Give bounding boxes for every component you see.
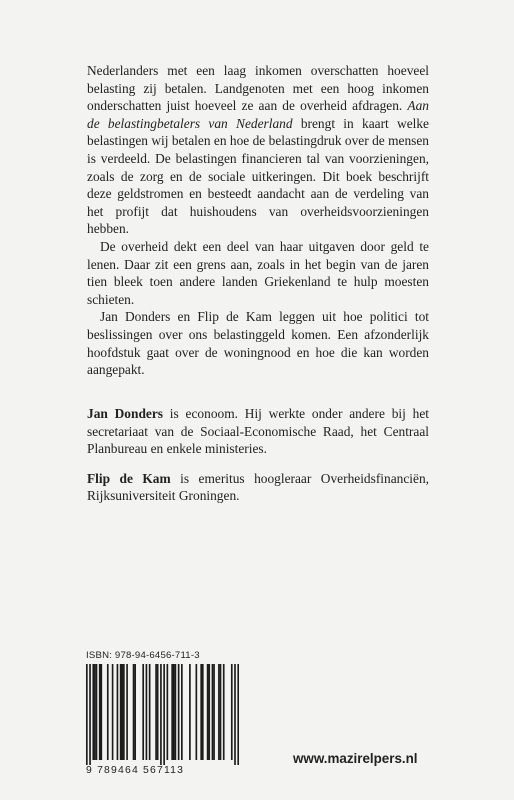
- author-name: Jan Donders: [87, 406, 163, 421]
- barcode-bar: [223, 664, 225, 760]
- barcode-bar: [121, 664, 123, 760]
- barcode-bar: [160, 664, 162, 765]
- barcode-bar: [213, 664, 215, 760]
- barcode-bar: [207, 664, 209, 760]
- author-name: Flip de Kam: [87, 470, 171, 486]
- barcode-bar: [218, 664, 220, 760]
- barcode-bar: [117, 664, 119, 760]
- author-bios: [87, 405, 429, 517]
- barcode-bar: [220, 664, 222, 760]
- barcode-bar: [134, 664, 136, 760]
- isbn-label: ISBN: 978-94-6456-711-3: [86, 650, 200, 661]
- barcode-bar: [142, 664, 144, 760]
- book-title: Aan de belastingbetalers van Nederland: [87, 98, 429, 131]
- barcode-bar: [212, 664, 214, 760]
- barcode-bar: [208, 664, 210, 760]
- barcode-bar: [120, 664, 122, 760]
- barcode-bar: [189, 664, 191, 760]
- barcode-bar: [94, 664, 96, 760]
- blurb-paragraph-1: [87, 62, 429, 238]
- barcode-bar: [200, 664, 202, 760]
- barcode: [86, 664, 239, 765]
- blurb-continuation: brengt in kaart welke belastingen wij betalen en hoe de belastingdruk over de mensen is verdeeld. De belastingen financieren tal van voorzieningen, zoals de zorg en de sociale uitkeringen. Dit boek beschrijft deze geldstromen en besteedt aandacht aan de verdeling van het profijt dat huishoudens van overheidsvoorzieningen hebben.: [87, 115, 429, 237]
- author-bio: [87, 470, 429, 505]
- barcode-bar: [171, 664, 173, 760]
- blurb-paragraph-3: Jan Donders en Flip de Kam leggen uit hoe politici tot beslissingen over ons belastinggeld komen. Een afzonderlijk hoofdstuk gaat over de woningnood en hoe die kan worden aangepakt.: [87, 309, 429, 378]
- barcode-bar: [89, 664, 91, 765]
- barcode-bar: [234, 664, 236, 765]
- barcode-bar: [112, 664, 114, 760]
- blurb-intro: Nederlanders met een laag inkomen overschatten hoeveel belasting zij betalen. Landgenoten met een hoog inkomen onderschatten juist hoeveel ze aan de overheid afdragen.: [87, 63, 429, 114]
- publisher-url: www.mazirelpers.nl: [293, 751, 418, 766]
- barcode-bar: [133, 664, 135, 760]
- barcode-bar: [92, 664, 94, 760]
- barcode-bar: [167, 664, 169, 760]
- barcode-bar: [86, 664, 88, 765]
- blurb-paragraph-2: De overheid dekt een deel van haar uitgaven door geld te lenen. Daar zit een grens aan, zoals in het begin van de jaren tien bleek toen andere landen Griekenland te hulp moesten schieten.: [87, 238, 429, 307]
- barcode-bar: [99, 664, 101, 760]
- blurb: [87, 62, 429, 379]
- author-bio: [87, 405, 429, 458]
- barcode-bar: [178, 664, 180, 760]
- barcode-bar: [202, 664, 204, 760]
- barcode-bar: [107, 664, 109, 760]
- barcode-bar: [181, 664, 183, 760]
- author-bio-text: is econoom. Hij werkte onder andere bij het secretariaat van de Sociaal-Economische Raad, het Centraal Planbureau en enkele ministeries.: [87, 406, 429, 457]
- barcode-bar: [237, 664, 239, 765]
- barcode-bar: [175, 664, 177, 760]
- barcode-bar: [123, 664, 125, 760]
- barcode-bar: [173, 664, 175, 760]
- barcode-bar: [157, 664, 159, 760]
- barcode-bar: [146, 664, 148, 760]
- barcode-bar: [100, 664, 102, 760]
- barcode-bar: [126, 664, 128, 760]
- barcode-bar: [231, 664, 233, 760]
- barcode-bar: [96, 664, 98, 760]
- barcode-digits: 9 789464 567113: [86, 765, 185, 776]
- barcode-bar: [155, 664, 157, 760]
- barcode-bar: [163, 664, 165, 765]
- author-bio-text: is emeritus hoogleraar Overheidsfinanciën, Rijksuniversiteit Groningen.: [87, 470, 429, 504]
- barcode-bar: [196, 664, 198, 760]
- barcode-bar: [149, 664, 151, 760]
